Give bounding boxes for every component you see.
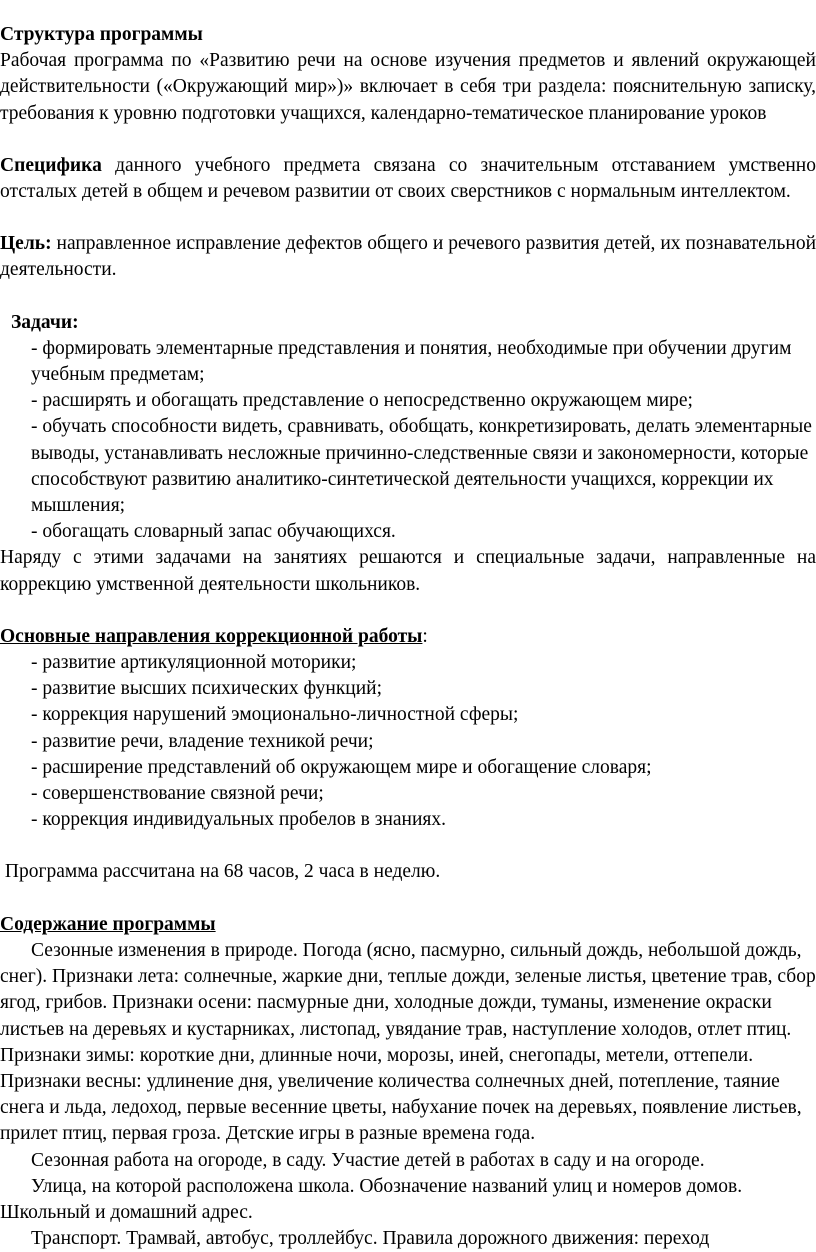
content-paragraph: Сезонная работа на огороде, в саду. Участие детей в работах в саду и на огороде.: [31, 1149, 705, 1171]
specifics-text: данного учебного предмета связана со значительным отставанием умственно отсталых детей в общем и речевом развитии от своих сверстников с нормальным интеллектом.: [0, 154, 816, 203]
list-item: - совершенствование связной речи;: [31, 783, 324, 805]
goal-term: Цель:: [0, 233, 52, 255]
hours-text: Программа рассчитана на 68 часов, 2 часа в неделю.: [0, 861, 441, 883]
content-section: [0, 912, 816, 1252]
correction-section: [0, 624, 816, 834]
structure-heading: Структура программы: [0, 24, 203, 45]
content-heading: Содержание программы: [0, 913, 216, 935]
structure-section: [0, 22, 816, 127]
correction-heading: Основные направления коррекционной работы: [0, 625, 423, 647]
list-item: - коррекция нарушений эмоционально-личностной сферы;: [31, 704, 519, 726]
list-item: - развитие артикуляционной моторики;: [31, 652, 357, 674]
specifics-paragraph: [0, 153, 816, 205]
content-paragraph: Сезонные изменения в природе. Погода (ясно, пасмурно, сильный дождь, небольшой дождь, снег). Признаки лета: солнечные, жаркие дни, теплые дожди, зеленые листья, цветение трав, сбор ягод, грибов. Признаки осени: пасмурные дни, холодные дожди, туманы, изменение окраски листьев на деревьях и кустарниках, листопад, увядание трав, наступление холодов, отлет птиц. Признаки зимы: короткие дни, длинные ночи, морозы, иней, снегопады, метели, оттепели. Признаки весны: удлинение дня, увеличение количества солнечных дней, потепление, таяние снега и льда, ледоход, первые весенние цветы, набухание почек на деревьях, появление листьев, прилет птиц, первая гроза. Детские игры в разные времена года.: [0, 939, 816, 1145]
tasks-section: [0, 310, 816, 598]
specifics-term: Специфика: [0, 154, 102, 176]
list-item: - расширение представлений об окружающем мире и обогащение словаря;: [31, 756, 652, 778]
list-item: - расширять и обогащать представление о непосредственно окружающем мире;: [31, 390, 693, 412]
document-page: [0, 22, 816, 1252]
list-item: - обучать способности видеть, сравнивать, обобщать, конкретизировать, делать элементарные выводы, устанавливать несложные причинно-следственные связи и закономерности, которые способствуют развитию аналитико-синтетической деятельности учащихся, коррекции их мышления;: [31, 416, 812, 517]
list-item: - обогащать словарный запас обучающихся.: [31, 521, 396, 543]
goal-paragraph: [0, 231, 816, 283]
list-item: - развитие высших психических функций;: [31, 678, 383, 700]
tasks-note: Наряду с этими задачами на занятиях решаются и специальные задачи, направленные на коррекцию умственной деятельности школьников.: [0, 547, 816, 595]
structure-text: Рабочая программа по «Развитию речи на основе изучения предметов и явлений окружающей действительности («Окружающий мир»)» включает в себя три раздела: пояснительную записку, требования к уровню подготовки учащихся, календарно-тематическое планирование уроков: [0, 50, 816, 124]
tasks-heading: Задачи:: [11, 311, 79, 333]
correction-heading-line: [0, 624, 816, 650]
list-item: - развитие речи, владение техникой речи;: [31, 730, 374, 752]
list-item: - коррекция индивидуальных пробелов в знаниях.: [31, 809, 447, 831]
tasks-list: [0, 336, 816, 546]
correction-colon: :: [422, 625, 428, 647]
content-paragraph: Транспорт. Трамвай, автобус, троллейбус. Правила дорожного движения: переход: [31, 1228, 710, 1250]
goal-text: направленное исправление дефектов общего и речевого развития детей, их познавательной деятельности.: [0, 233, 816, 281]
list-item: - формировать элементарные представления и понятия, необходимые при обучении другим учебным предметам;: [31, 337, 792, 386]
correction-list: [0, 650, 816, 833]
content-paragraph: Улица, на которой расположена школа. Обозначение названий улиц и номеров домов. Школьный и домашний адрес.: [0, 1175, 743, 1223]
